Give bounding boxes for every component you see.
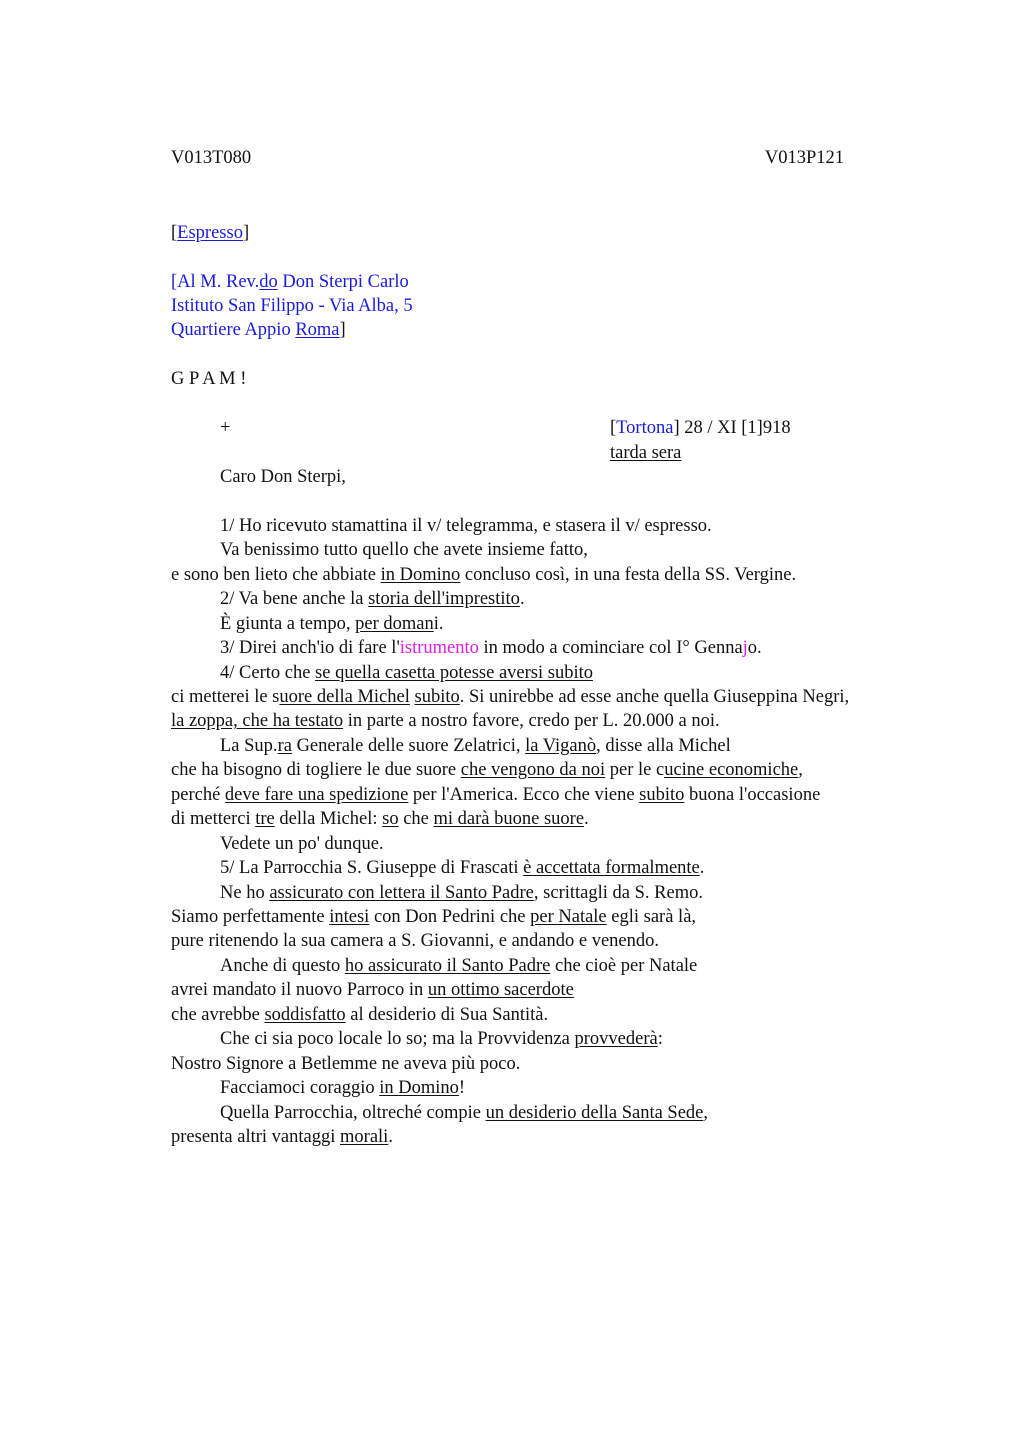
underlined-text: soddisfatto	[264, 1005, 346, 1025]
underlined-text: in Domino	[379, 1078, 459, 1098]
text: di metterci	[171, 809, 256, 829]
underlined-text: so	[382, 809, 399, 829]
text: .	[699, 858, 705, 878]
header-right-code: V013P121	[764, 148, 844, 168]
body-line	[171, 1003, 548, 1027]
text: presenta altri vantaggi	[171, 1127, 341, 1147]
text: Quartiere Appio	[171, 320, 296, 340]
text: e sono ben lieto che abbiate	[171, 565, 381, 585]
text: i.	[433, 614, 444, 634]
body-line	[220, 1027, 663, 1051]
text: ]	[339, 320, 346, 340]
body-line	[171, 758, 803, 782]
text: Al M. Rev.	[177, 272, 260, 292]
underlined-text: uore della Michel	[279, 687, 410, 707]
text: che	[398, 809, 434, 829]
underlined-text: ra	[277, 736, 292, 756]
underlined-text: subito	[414, 687, 460, 707]
text: Ne ho	[220, 883, 270, 903]
text: [	[610, 418, 617, 438]
text: ,	[703, 1103, 709, 1123]
text: .	[388, 1127, 393, 1147]
text: per l'America. Ecco che viene	[408, 785, 640, 805]
underlined-text: in Domino	[380, 565, 461, 585]
body-line: 1/ Ho ricevuto stamattina il v/ telegramma, e stasera il v/ espresso.	[220, 516, 712, 536]
underlined-text: subito	[639, 785, 685, 805]
text: concluso così, in una festa della SS. Vergine.	[460, 565, 797, 585]
underlined-text: tarda sera	[610, 443, 682, 463]
dateline-time	[610, 441, 681, 465]
body-line: Vedete un po' dunque.	[220, 834, 384, 854]
text: con Don Pedrini che	[369, 907, 531, 927]
underlined-text: mi darà buone suore	[433, 809, 585, 829]
body-line	[220, 881, 703, 905]
text: 5/ La Parrocchia S. Giuseppe di Frascati	[220, 858, 524, 878]
underlined-text: deve fare una spedizione	[224, 785, 409, 805]
body-line	[171, 563, 796, 587]
text: La Sup.	[220, 736, 278, 756]
address-line-3	[171, 318, 346, 342]
text: .	[519, 589, 525, 609]
text: .	[584, 809, 589, 829]
espresso-note	[171, 221, 249, 245]
body-line	[220, 587, 525, 611]
body-line	[220, 1076, 465, 1100]
underlined-text: è accettata formalmente	[523, 858, 700, 878]
highlighted-text: istrumento	[399, 638, 479, 658]
text: che avrebbe	[171, 1005, 265, 1025]
text: per le c	[605, 760, 665, 780]
text: Siamo perfettamente	[171, 907, 330, 927]
text: [	[171, 272, 178, 292]
body-line	[171, 1125, 393, 1149]
body-line	[171, 905, 696, 929]
text: avrei mandato il nuovo Parroco in	[171, 980, 428, 1000]
gpam-invocation: G P A M !	[171, 369, 247, 389]
cross-mark: +	[220, 418, 231, 438]
body-line	[220, 612, 444, 636]
text: Don Sterpi Carlo	[277, 272, 409, 292]
underlined-text: un ottimo sacerdote	[427, 980, 574, 1000]
date-text: ] 28 / XI [1]918	[673, 418, 791, 438]
text: che ha bisogno di togliere le due suore	[171, 760, 461, 780]
underlined-text: morali	[340, 1127, 389, 1147]
body-line	[220, 636, 762, 660]
underlined-text: per Natale	[530, 907, 607, 927]
underlined-text: Roma	[295, 320, 340, 340]
text: o.	[747, 638, 762, 658]
text: in modo a cominciare col I° Genna	[478, 638, 743, 658]
underlined-text: la zoppa, che ha testato	[171, 711, 344, 731]
highlighted-text: j	[742, 638, 748, 658]
text: ci metterei le s	[171, 687, 280, 707]
text: 2/ Va bene anche la	[220, 589, 369, 609]
body-line	[171, 807, 589, 831]
underlined-text: provvederà	[574, 1029, 658, 1049]
text: buona l'occasione	[684, 785, 821, 805]
text: , scrittagli da S. Remo.	[533, 883, 703, 903]
body-line	[220, 734, 731, 758]
text: Facciamoci coraggio	[220, 1078, 380, 1098]
body-line	[171, 685, 849, 709]
body-line	[171, 978, 574, 1002]
underlined-text: un desiderio della Santa Sede	[485, 1103, 704, 1123]
underlined-text: ucine economiche	[664, 760, 799, 780]
text: È giunta a tempo,	[220, 614, 356, 634]
text: 4/ Certo che	[220, 663, 316, 683]
underlined-text: la Viganò	[525, 736, 597, 756]
body-line	[220, 661, 593, 685]
text: :	[657, 1029, 663, 1049]
address-line-2: Istituto San Filippo - Via Alba, 5	[171, 296, 413, 316]
underlined-text: do	[259, 272, 278, 292]
underlined-text: intesi	[329, 907, 370, 927]
address-line-1	[171, 270, 409, 294]
underlined-text: per doman	[355, 614, 434, 634]
dateline	[610, 416, 791, 440]
header-left-code: V013T080	[171, 148, 252, 168]
text: Che ci sia poco locale lo so; ma la Provvidenza	[220, 1029, 575, 1049]
body-line	[220, 1101, 708, 1125]
text: in parte a nostro favore, credo per L. 20.000 a noi.	[343, 711, 720, 731]
body-line: pure ritenendo la sua camera a S. Giovanni, e andando e venendo.	[171, 931, 660, 951]
underlined-text: storia dell'imprestito	[368, 589, 520, 609]
text: egli sarà là,	[606, 907, 697, 927]
underlined-text: se quella casetta potesse aversi subito	[315, 663, 593, 683]
body-line: Nostro Signore a Betlemme ne aveva più poco.	[171, 1054, 521, 1074]
body-line	[171, 783, 820, 807]
underlined-text: ho assicurato il Santo Padre	[344, 956, 551, 976]
body-line: Va benissimo tutto quello che avete insieme fatto,	[220, 540, 588, 560]
text: Quella Parrocchia, oltreché compie	[220, 1103, 486, 1123]
text: Generale delle suore Zelatrici,	[291, 736, 526, 756]
text: al desiderio di Sua Santità.	[345, 1005, 549, 1025]
text: , disse alla Michel	[596, 736, 731, 756]
underlined-text: tre	[255, 809, 275, 829]
place-name: Tortona	[616, 418, 674, 438]
espresso-label: Espresso	[177, 223, 243, 243]
text: Anche di questo	[220, 956, 345, 976]
text: !	[458, 1078, 466, 1098]
body-line	[220, 954, 697, 978]
text: che cioè per Natale	[550, 956, 698, 976]
text: della Michel:	[274, 809, 383, 829]
text: 3/ Direi anch'io di fare l'	[220, 638, 400, 658]
bracket: [	[171, 223, 178, 243]
text: ,	[798, 760, 803, 780]
text: perché	[171, 785, 225, 805]
bracket: ]	[242, 223, 250, 243]
body-line	[171, 709, 720, 733]
text: . Si unirebbe ad esse anche quella Giuseppina Negri,	[459, 687, 850, 707]
body-line	[220, 856, 704, 880]
underlined-text: assicurato con lettera il Santo Padre	[269, 883, 534, 903]
salutation: Caro Don Sterpi,	[220, 467, 346, 487]
underlined-text: che vengono da noi	[460, 760, 606, 780]
